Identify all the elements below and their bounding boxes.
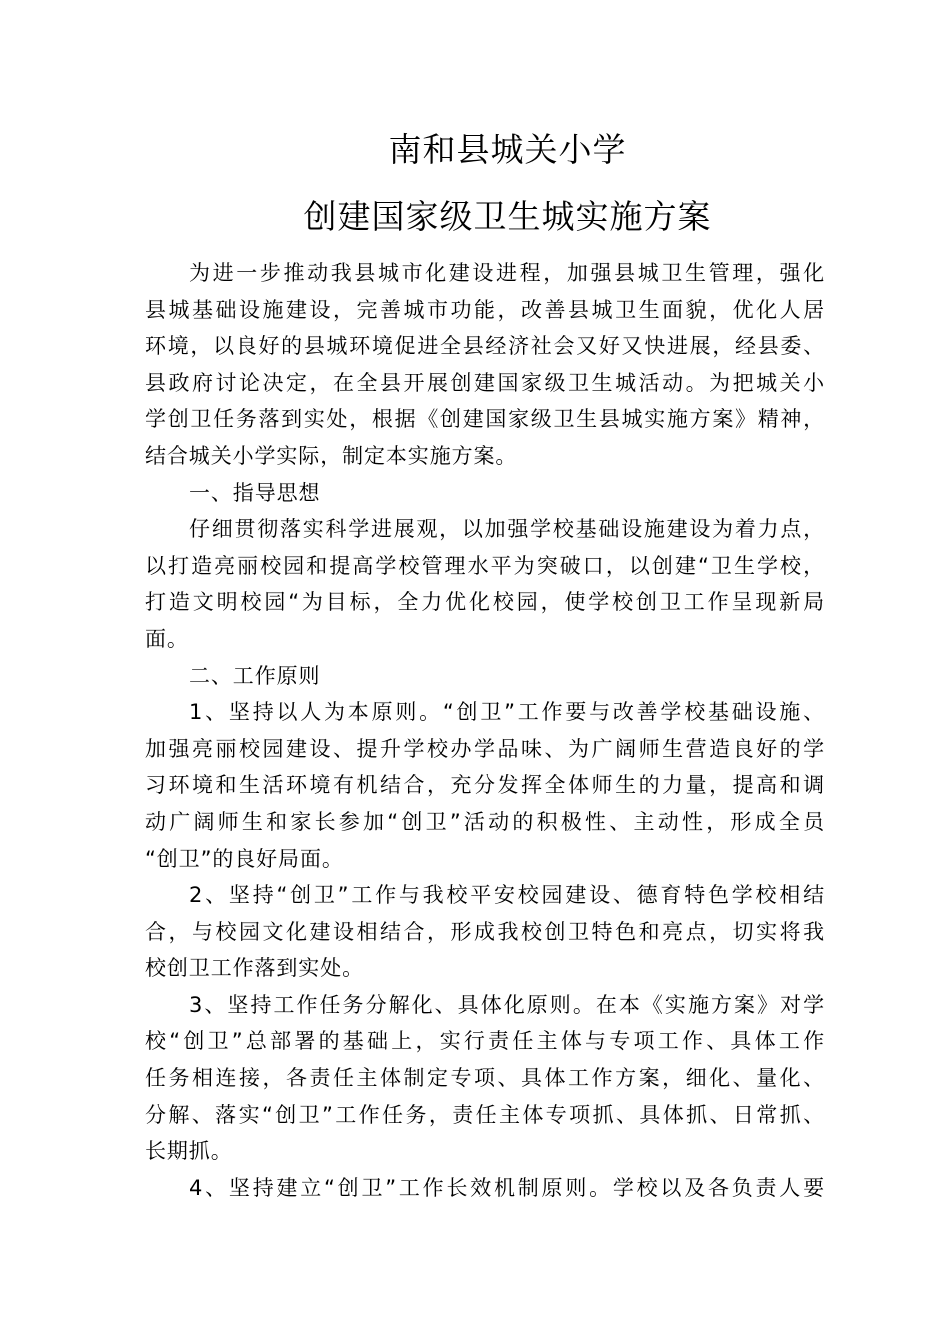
text-line: 分解、落实“创卫”工作任务，责任主体专项抓、具体抓、日常抓、 <box>145 1102 825 1127</box>
text-line: 环境，以良好的县城环境促进全县经济社会又好又快进展，经县委、 <box>145 334 825 359</box>
document-title-school: 南和县城关小学 <box>388 130 627 169</box>
text-line: 2、坚持“创卫”工作与我校平安校园建设、德育特色学校相结 <box>189 883 825 908</box>
text-line: 县政府讨论决定，在全县开展创建国家级卫生城活动。为把城关小 <box>145 370 825 395</box>
text-line: 习环境和生活环境有机结合，充分发挥全体师生的力量，提高和调 <box>145 773 825 798</box>
text-line: 县城基础设施建设，完善城市功能，改善县城卫生面貌，优化人居 <box>145 297 825 322</box>
text-line: 4、坚持建立“创卫”工作长效机制原则。学校以及各负责人要 <box>189 1175 825 1200</box>
text-line: 仔细贯彻落实科学进展观，以加强学校基础设施建设为着力点， <box>189 517 825 542</box>
text-line: 校创卫工作落到实处。 <box>145 956 364 981</box>
document-title-plan: 创建国家级卫生城实施方案 <box>303 197 712 236</box>
text-line: 长期抓。 <box>145 1139 233 1164</box>
text-line: 1、坚持以人为本原则。“创卫”工作要与改善学校基础设施、 <box>189 700 825 725</box>
text-line: 3、坚持工作任务分解化、具体化原则。在本《实施方案》对学 <box>189 992 825 1017</box>
text-line: 加强亮丽校园建设、提升学校办学品味、为广阔师生营造良好的学 <box>145 736 825 761</box>
document-body <box>145 255 825 1206</box>
text-line: 任务相连接，各责任主体制定专项、具体工作方案，细化、量化、 <box>145 1066 825 1091</box>
text-line: “创卫”的良好局面。 <box>145 846 344 871</box>
text-line: 以打造亮丽校园和提高学校管理水平为突破口，以创建“卫生学校， <box>145 553 825 578</box>
text-line: 打造文明校园“为目标，全力优化校园，使学校创卫工作呈现新局 <box>145 590 825 615</box>
text-line: 为进一步推动我县城市化建设进程，加强县城卫生管理，强化 <box>189 261 825 285</box>
text-line: 校“创卫”总部署的基础上，实行责任主体与专项工作、具体工作 <box>145 1029 825 1054</box>
text-line: 结合城关小学实际，制定本实施方案。 <box>145 443 518 468</box>
text-line: 学创卫任务落到实处，根据《创建国家级卫生县城实施方案》精神， <box>145 407 825 432</box>
text-line: 一、指导思想 <box>189 480 321 505</box>
text-line: 动广阔师生和家长参加“创卫”活动的积极性、主动性，形成全员 <box>145 809 825 834</box>
text-line: 合，与校园文化建设相结合，形成我校创卫特色和亮点，切实将我 <box>145 919 825 944</box>
text-line: 面。 <box>145 626 189 651</box>
text-line: 二、工作原则 <box>189 663 321 688</box>
